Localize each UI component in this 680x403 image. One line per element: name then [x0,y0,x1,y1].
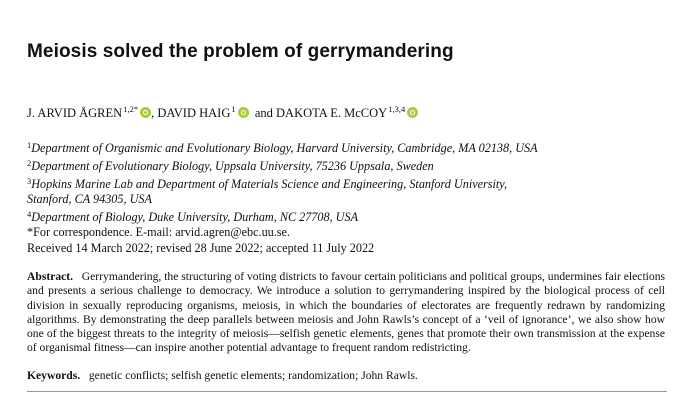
abstract-text: Gerrymandering, the structuring of voting districts to favour certain politicians and political groups, undermines fair elections and presents a serious challenge to democracy. We introduce a solution to gerrymandering inspired by the biological process of cell division in sexually reproducing organisms, meiosis, in which the boundaries of electorates are frequently redrawn by randomizing algorithms. By demonstrating the deep parallels between meiosis and John Rawls’s concept of a ‘veil of ignorance’, we also show how one of the biggest threats to the integrity of meiosis—selfish genetic elements, genes that promote their own transmission at the expense of organismal fitness—can inspire another potential advantage to frequent random redistricting. [27,270,665,355]
affiliation-number: 1 [27,140,32,150]
author-affil-sup: 1,2* [123,104,139,114]
keywords-text: genetic conflicts; selfish genetic elements; randomization; John Rawls. [88,369,418,382]
orcid-icon[interactable] [140,107,151,118]
affiliation-line [27,174,538,192]
affiliation-line [27,192,538,207]
affiliation-line [27,138,538,156]
affiliations [27,138,538,240]
affiliation-text: Stanford, CA 94305, USA [27,192,152,206]
orcid-icon[interactable] [407,107,418,118]
abstract-label: Abstract. [27,270,74,283]
author-list [27,104,418,121]
affiliation-number: 3 [27,176,32,186]
affiliation-text: Department of Evolutionary Biology, Uppsala University, 75236 Uppsala, Sweden [31,159,434,173]
affiliation-number: 2 [27,158,32,168]
author-separator: , [151,106,155,120]
author-separator: and [254,106,273,120]
keywords [27,369,418,382]
orcid-icon[interactable] [238,107,249,118]
affiliation-text: Hopkins Marine Lab and Department of Materials Science and Engineering, Stanford University, [31,177,508,191]
keywords-label: Keywords. [27,369,81,382]
correspondence-line: *For correspondence. E-mail: arvid.agren@ebc.uu.se. [27,225,291,239]
affiliation-line [27,207,538,225]
author-affil-sup: 1 [231,104,236,114]
publication-dates: Received 14 March 2022; revised 28 June 2022; accepted 11 July 2022 [27,241,375,255]
author-affil-sup: 1,3,4 [388,104,406,114]
author-name: DAVID HAIG [157,106,231,120]
abstract [27,270,665,356]
affiliation-number: 4 [27,209,32,219]
paper-title: Meiosis solved the problem of gerrymandering [27,41,454,62]
affiliation-text: Department of Biology, Duke University, Durham, NC 27708, USA [31,210,359,224]
divider [27,391,667,392]
author-name: J. ARVID ÅGREN [27,106,123,120]
affiliation-text: Department of Organismic and Evolutionary Biology, Harvard University, Cambridge, MA 02138, USA [31,141,538,155]
affiliation-line [27,156,538,174]
author-name: DAKOTA E. McCOY [276,106,388,120]
